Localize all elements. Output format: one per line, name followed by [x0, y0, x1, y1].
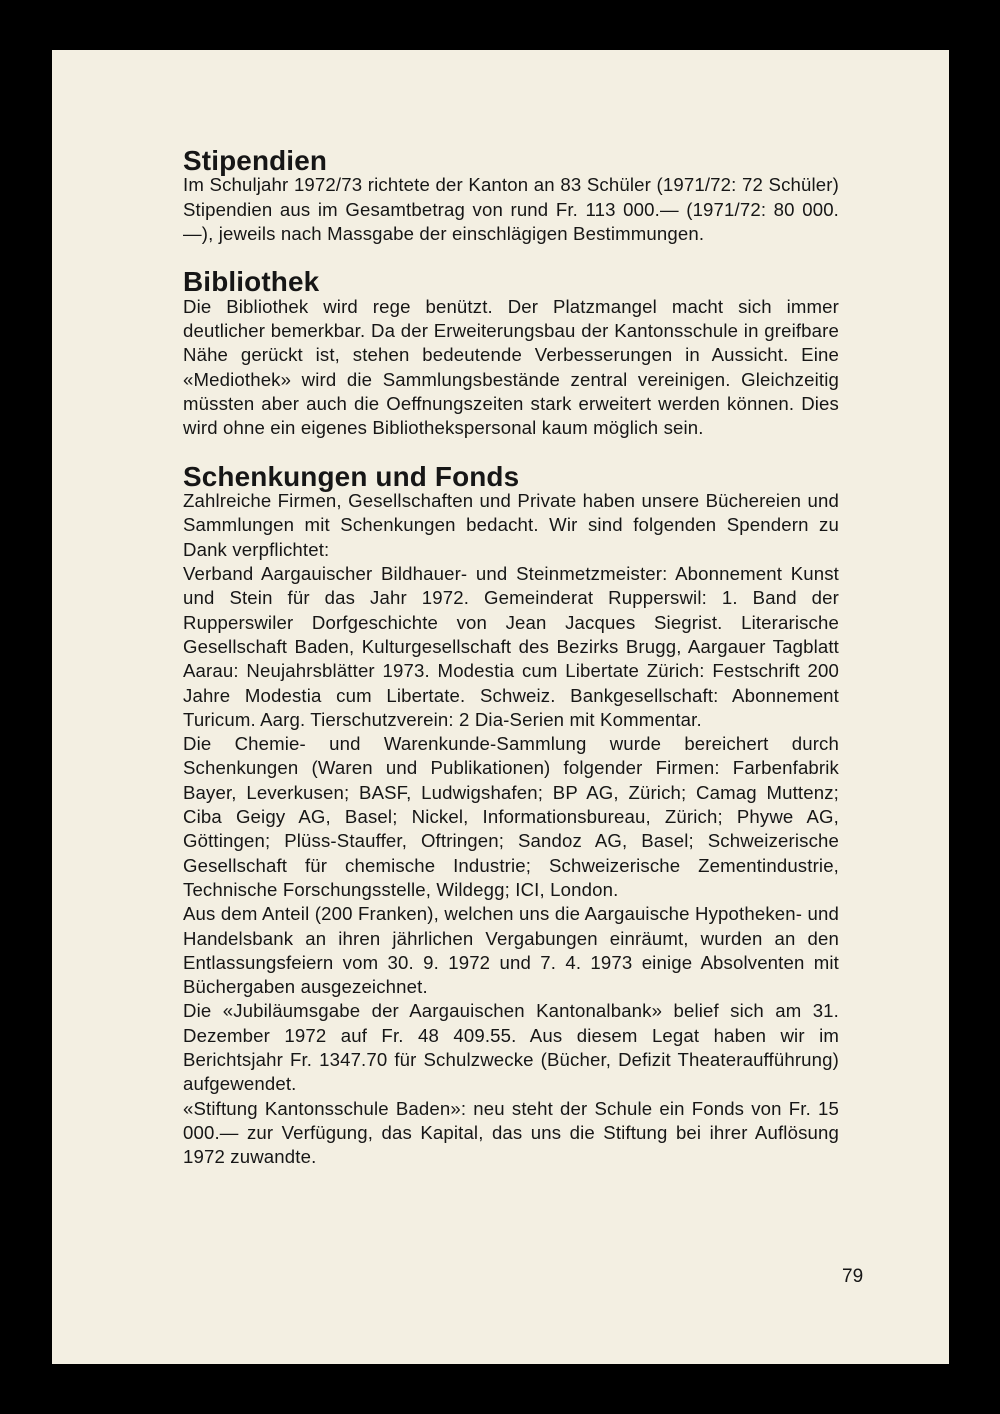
- paragraph: Aus dem Anteil (200 Franken), welchen uns die Aargauische Hypotheken- und Handelsbank an ihren jährlichen Vergabungen einräumt, wurden an den Entlassungsfeiern vom 30. 9. 1972 und 7. 4. 1973 einige Absolventen mit Büchergaben ausgezeichnet.: [183, 903, 839, 998]
- section-stipendien: [183, 145, 839, 246]
- paragraph: Die Bibliothek wird rege benützt. Der Platzmangel macht sich immer deutlicher bemerkbar. Da der Erweiterungsbau der Kantonsschule in greifbare Nähe gerückt ist, stehen bedeutende Verbesserungen in Aussicht. Eine «Mediothek» wird die Sammlungsbestände zentral vereinigen. Gleichzeitig müssten aber auch die Oeffnungszeiten stark erweitert werden können. Dies wird ohne ein eigenes Bibliothekspersonal kaum möglich sein.: [183, 295, 839, 439]
- paragraph: Im Schuljahr 1972/73 richtete der Kanton an 83 Schüler (1971/72: 72 Schüler) Stipendien aus im Gesamtbetrag von rund Fr. 113 000.— (1971/72: 80 000.—), jeweils nach Massgabe der einschlägigen Bestimmungen.: [183, 174, 839, 244]
- section-bibliothek: [183, 266, 839, 440]
- paragraph: Verband Aargauischer Bildhauer- und Steinmetzmeister: Abonnement Kunst und Stein für das Jahr 1972. Gemeinderat Rupperswil: 1. Band der Rupperswiler Dorfgeschichte von Jean Jacques Siegrist. Literarische Gesellschaft Baden, Kulturgesellschaft des Bezirks Brugg, Aargauer Tagblatt Aarau: Neujahrsblätter 1973. Modestia cum Libertate Zürich: Festschrift 200 Jahre Modestia cum Libertate. Schweiz. Bankgesellschaft: Abonnement Turicum. Aarg. Tierschutzverein: 2 Dia-Serien mit Kommentar.: [183, 563, 839, 730]
- paragraph: «Stiftung Kantonsschule Baden»: neu steht der Schule ein Fonds von Fr. 15 000.— zur Verfügung, das Kapital, das uns die Stiftung bei ihrer Auflösung 1972 zuwandte.: [183, 1097, 839, 1168]
- section-heading: Bibliothek: [183, 266, 320, 298]
- section-heading: Stipendien: [183, 145, 328, 176]
- paragraph: Die «Jubiläumsgabe der Aargauischen Kantonalbank» belief sich am 31. Dezember 1972 auf Fr. 48 409.55. Aus diesem Legat haben wir im Berichtsjahr Fr. 1347.70 für Schulzwecke (Bücher, Defizit Theateraufführung) aufgewendet.: [183, 1000, 839, 1095]
- page-content: [183, 145, 839, 1169]
- section-heading: Schenkungen und Fonds: [183, 460, 520, 492]
- document-page: [52, 50, 949, 1364]
- section-schenkungen: [183, 460, 839, 1170]
- paragraph: Die Chemie- und Warenkunde-Sammlung wurde bereichert durch Schenkungen (Waren und Publikationen) folgender Firmen: Farbenfabrik Bayer, Leverkusen; BASF, Ludwigshafen; BP AG, Zürich; Camag Muttenz; Ciba Geigy AG, Basel; Nickel, Informationsbureau, Zürich; Phywe AG, Göttingen; Plüss-Stauffer, Oftringen; Sandoz AG, Basel; Schweizerische Gesellschaft für chemische Industrie; Schweizerische Zementindustrie, Technische Forschungsstelle, Wildegg; ICI, London.: [183, 733, 839, 900]
- page-number: 79: [842, 1266, 864, 1287]
- paragraph: Zahlreiche Firmen, Gesellschaften und Private haben unsere Büchereien und Sammlungen mit Schenkungen bedacht. Wir sind folgenden Spendern zu Dank verpflichtet:: [183, 490, 839, 560]
